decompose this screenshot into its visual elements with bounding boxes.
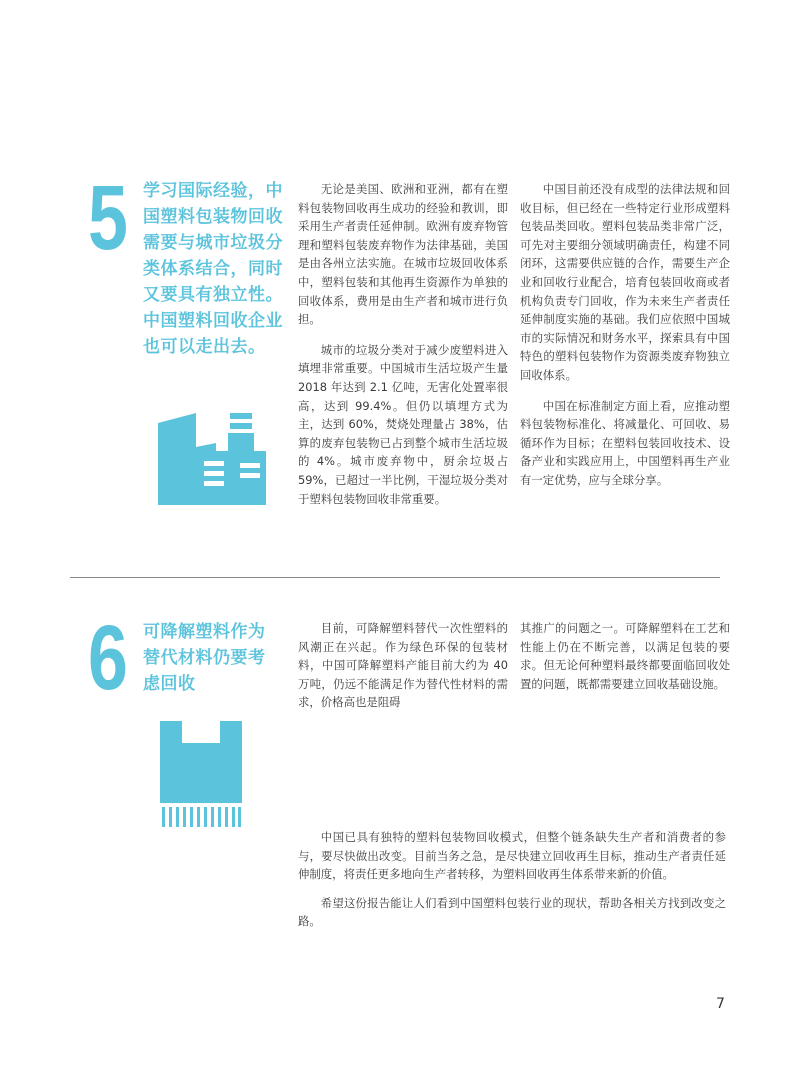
factory-icon	[158, 413, 266, 505]
paragraph: 其推广的问题之一。可降解塑料在工艺和性能上仍在不断完善，以满足包装的要求。但无论何种塑料最终都要面临回收处置的问题，既都需要建立回收基础设施。	[520, 621, 730, 691]
section-divider	[70, 577, 720, 578]
section-5-column-1	[298, 180, 508, 520]
paragraph: 目前，可降解塑料替代一次性塑料的风潮正在兴起。作为绿色环保的包装材料，中国可降解塑料产能目前大约为 40 万吨，仍远不能满足作为替代性材料的需求，价格高也是阻碍	[298, 621, 508, 710]
page-number: 7	[716, 996, 725, 1012]
section-6-number: 6	[88, 607, 128, 709]
section-6-column-1	[298, 619, 508, 724]
paragraph: 中国在标准制定方面上看，应推动塑料包装物标准化、将减量化、可回收、易循环作为目标；在塑料包装回收技术、设备产业和实践应用上，中国塑料再生产业有一定优势，应与全球分享。	[520, 398, 730, 487]
section-6-heading: 可降解塑料作为替代材料仍要考虑回收	[143, 622, 266, 694]
section-6-column-2	[520, 619, 730, 705]
bag-icon	[160, 721, 242, 829]
section-5-number: 5	[88, 167, 128, 269]
paragraph: 中国已具有独特的塑料包装物回收模式，但整个链条缺失生产者和消费者的参与，要尽快做出改变。目前当务之急，是尽快建立回收再生目标，推动生产者责任延伸制度，将责任更多地向生产者转移，为塑料回收再生体系带来新的价值。	[298, 830, 726, 882]
section-5-heading: 学习国际经验，中国塑料包装物回收需要与城市垃圾分类体系结合，同时又要具有独立性。中国塑料回收企业也可以走出去。	[143, 181, 283, 357]
paragraph: 希望这份报告能让人们看到中国塑料包装行业的现状，帮助各相关方找到改变之路。	[298, 895, 726, 929]
paragraph: 中国目前还没有成型的法律法规和回收目标，但已经在一些特定行业形成塑料包装品类回收。塑料包装品类非常广泛，可先对主要细分领域明确责任，构建不同闭环，这需要供应链的合作，需要生产企业和回收行业配合，培育包装回收商或者机构负责专门回收，作为未来生产者责任延伸制度实施的基础。我们应依照中国城市的实际情况和财务水平，探索具有中国特色的塑料包装物作为资源类废弃物独立回收体系。	[520, 182, 730, 382]
section-5-column-2	[520, 180, 730, 502]
paragraph: 无论是美国、欧洲和亚洲，都有在塑料包装物回收再生成功的经验和教训，即采用生产者责任延伸制。欧洲有废弃物管理和塑料包装废弃物作为法律基础，美国是由各州立法实施。在城市垃圾回收体系中，塑料包装和其他再生资源作为单独的回收体系，费用是由生产者和城市进行负担。	[298, 182, 508, 327]
paragraph: 城市的垃圾分类对于减少废塑料进入填埋非常重要。中国城市生活垃圾产生量 2018 年达到 2.1 亿吨，无害化处置率很高，达到 99.4%。但仍以填埋方式为主，达到 60%，焚烧处理量占 38%，估算的废弃包装物已占到整个城市生活垃圾的 4%。城市废弃物中，厨余垃圾占 59%，已超过一半比例，干湿垃圾分类对于塑料包装物回收非常重要。	[298, 342, 508, 506]
closing-text	[298, 828, 726, 941]
